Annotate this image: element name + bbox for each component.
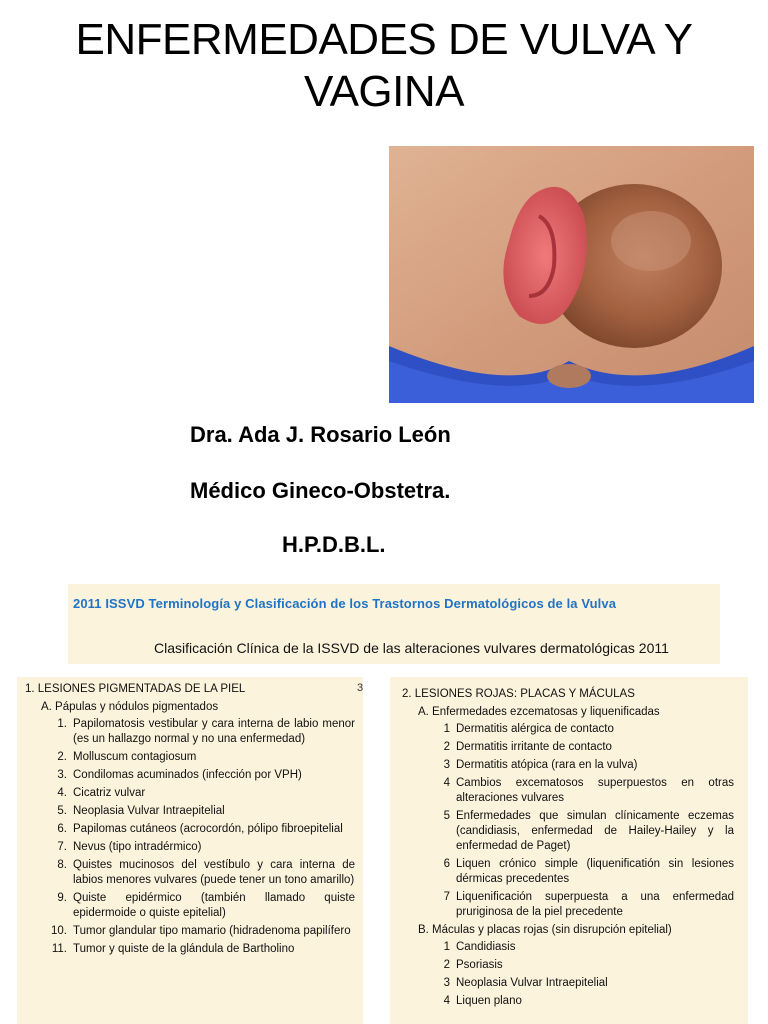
list-item-number: 5. <box>57 805 67 817</box>
slide-title-line1: ENFERMEDADES DE VULVA Y <box>75 15 693 64</box>
clinical-photo <box>389 146 754 403</box>
list-item <box>25 804 355 819</box>
list-item <box>25 942 355 957</box>
slide-title <box>40 14 728 118</box>
list-item-number: 1 <box>443 723 450 735</box>
author-hospital: H.P.D.B.L. <box>282 532 386 557</box>
list-item-number: 9. <box>57 892 67 904</box>
list-item-text: Liquen plano <box>456 995 522 1007</box>
list-item <box>402 857 734 887</box>
list-item-text: Nevus (tipo intradérmico) <box>73 841 202 853</box>
list-item-text: Tumor y quiste de la glándula de Bartholino <box>73 943 295 955</box>
list-item <box>402 994 734 1009</box>
list-item-text: Liquen crónico simple (liquenificatión sin lesiones dérmicas precedentes <box>456 858 734 885</box>
right-item-list-a <box>402 722 734 920</box>
list-item-number: 8. <box>57 859 67 871</box>
list-item-number: 7. <box>57 841 67 853</box>
list-item <box>402 809 734 854</box>
subsection-pigmented-papules: A. Pápulas y nódulos pigmentados <box>41 701 219 713</box>
list-item <box>402 890 734 920</box>
right-item-list-b <box>402 940 734 1009</box>
list-item <box>25 924 355 939</box>
list-item <box>402 776 734 806</box>
list-item-text: Dermatitis alérgica de contacto <box>456 723 614 735</box>
list-item-number: 3. <box>57 769 67 781</box>
list-item-number: 3 <box>443 977 450 989</box>
left-item-list <box>25 717 355 957</box>
list-item-text: Papilomatosis vestibular y cara interna de labio menor (es un hallazgo normal y no una enfermedad) <box>73 718 355 745</box>
list-item-number: 4. <box>57 787 67 799</box>
list-item-number: 2. <box>57 751 67 763</box>
list-item-text: Cambios excematosos superpuestos en otras alteraciones vulvares <box>456 777 734 804</box>
classification-banner <box>68 584 720 664</box>
list-item-text: Dermatitis irritante de contacto <box>456 741 612 753</box>
list-item-text: Neoplasia Vulvar Intraepitelial <box>456 977 608 989</box>
list-item-number: 4 <box>443 777 450 789</box>
list-item <box>402 958 734 973</box>
section-heading-red-lesions: 2. LESIONES ROJAS: PLACAS Y MÁCULAS <box>402 688 635 700</box>
list-item-text: Quiste epidérmico (también llamado quiste epidermoide o quiste epitelial) <box>73 892 355 919</box>
subsection-red-macules: B. Máculas y placas rojas (sin disrupción epitelial) <box>418 924 672 936</box>
left-column <box>17 677 363 1024</box>
list-item <box>25 768 355 783</box>
list-item-text: Quistes mucinosos del vestíbulo y cara interna de labios menores vulvares (puede tener un tono amarillo) <box>73 859 355 886</box>
list-item-number: 6. <box>57 823 67 835</box>
list-item-text: Condilomas acuminados (infección por VPH) <box>73 769 302 781</box>
list-item-number: 4 <box>443 995 450 1007</box>
list-item-text: Dermatitis atópica (rara en la vulva) <box>456 759 638 771</box>
list-item-text: Psoriasis <box>456 959 503 971</box>
list-item-number: 1. <box>57 718 67 730</box>
author-role: Médico Gineco-Obstetra. <box>190 478 451 503</box>
list-item-text: Liquenificación superpuesta a una enfermedad pruriginosa de la piel precedente <box>456 891 734 918</box>
list-item-number: 1 <box>443 941 450 953</box>
list-item <box>402 758 734 773</box>
list-item-text: Enfermedades que simulan clínicamente eczemas (candidiasis, enfermedad de Hailey-Hailey y la enfermedad de Paget) <box>456 810 734 852</box>
page-marker: 3 <box>357 682 364 694</box>
list-item <box>402 722 734 737</box>
list-item <box>402 976 734 991</box>
list-item <box>25 822 355 837</box>
list-item-number: 11. <box>51 943 67 955</box>
list-item-number: 5 <box>443 810 450 822</box>
list-item-text: Neoplasia Vulvar Intraepitelial <box>73 805 225 817</box>
list-item <box>25 840 355 855</box>
list-item-text: Cicatriz vulvar <box>73 787 146 799</box>
list-item-number: 2 <box>443 741 450 753</box>
list-item <box>25 891 355 921</box>
list-item-number: 10. <box>51 925 67 937</box>
list-item <box>25 750 355 765</box>
list-item <box>25 858 355 888</box>
banner-title: 2011 ISSVD Terminología y Clasificación de los Trastornos Dermatológicos de la Vulva <box>73 596 617 611</box>
banner-subtitle: Clasificación Clínica de la ISSVD de las alteraciones vulvares dermatológicas 2011 <box>154 640 669 656</box>
list-item-text: Candidiasis <box>456 941 516 953</box>
list-item-text: Papilomas cutáneos (acrocordón, pólipo fibroepitelial <box>73 823 343 835</box>
list-item <box>25 717 355 747</box>
list-item-number: 6 <box>443 858 450 870</box>
list-item-text: Molluscum contagiosum <box>73 751 197 763</box>
right-column <box>390 677 748 1024</box>
list-item-number: 3 <box>443 759 450 771</box>
slide-title-line2: VAGINA <box>303 67 464 116</box>
list-item-number: 2 <box>443 959 450 971</box>
author-name: Dra. Ada J. Rosario León <box>190 422 451 447</box>
subsection-eczematous: A. Enfermedades ezcematosas y liquenificadas <box>418 706 660 718</box>
list-item <box>402 740 734 755</box>
list-item <box>402 940 734 955</box>
list-item-number: 7 <box>443 891 450 903</box>
list-item-text: Tumor glandular tipo mamario (hidradenoma papilífero <box>73 925 351 937</box>
section-heading-pigmented: 1. LESIONES PIGMENTADAS DE LA PIEL <box>25 683 246 695</box>
list-item <box>25 786 355 801</box>
